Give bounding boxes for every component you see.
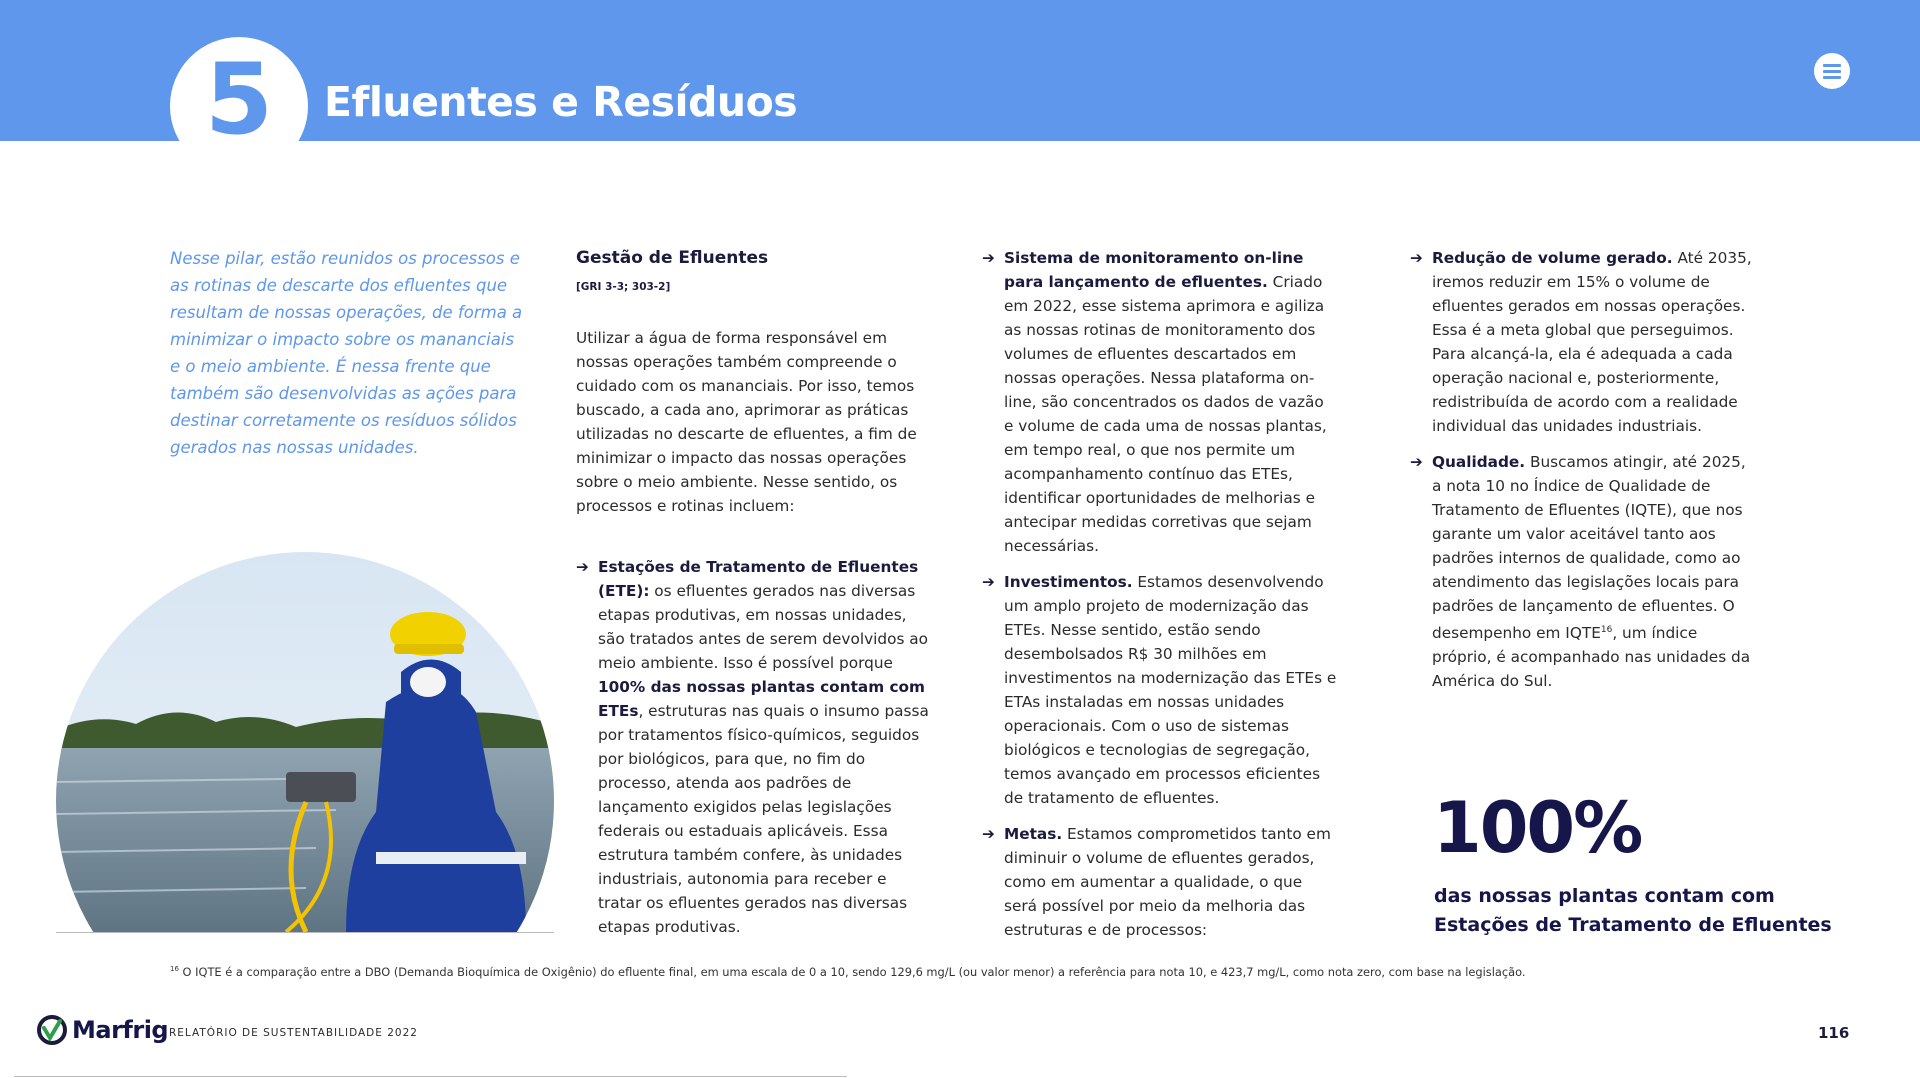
arrow-icon: ➔: [1410, 453, 1423, 471]
divider: [14, 1076, 847, 1077]
gri-reference: [GRI 3-3; 303-2]: [576, 281, 671, 293]
bullet-quality-title: Qualidade.: [1432, 453, 1526, 471]
stat-value: 100%: [1433, 787, 1642, 869]
bullet-ete-text1: os efluentes gerados nas diversas etapas produtivas, em nossas unidades, são tratados antes de serem devolvidos ao meio ambiente. Isso é possível porque: [598, 582, 929, 672]
arrow-icon: ➔: [982, 825, 995, 843]
bullet-ete: [576, 555, 931, 939]
column-monitoring: [982, 246, 1337, 954]
bullet-investments-text: Estamos desenvolvendo um amplo projeto de modernização das ETEs. Nesse sentido, estão sendo desembolsados R$ 30 milhões em investimentos na modernização das ETEs e ETAs instaladas em nossas unidades operacionais. Com o uso de sistemas biológicos e tecnologias de segregação, temos avançado em processos eficientes de tratamento de efluentes.: [1004, 573, 1337, 807]
brand-name: Marfrig: [72, 1016, 169, 1044]
section-paragraph: Utilizar a água de forma responsável em nossas operações também compreende o cuidado com os mananciais. Por isso, temos buscado, a cada ano, aprimorar as práticas utilizadas no descarte de efluentes, a fim de minimizar o impacto das nossas operações sobre o meio ambiente. Nesse sentido, os processos e rotinas incluem:: [576, 329, 917, 515]
arrow-icon: ➔: [982, 573, 995, 591]
bullet-reduction: [1410, 246, 1756, 438]
marfrig-logo-icon: [36, 1013, 68, 1047]
bullet-quality-text1: Buscamos atingir, até 2025, a nota 10 no Índice de Qualidade de Tratamento de Efluentes (IQTE), que nos garante um valor aceitável tanto aos padrões internos de qualidade, como ao atendimento das legislações locais para padrões de lançamento de efluentes. O desempenho em IQTE: [1432, 453, 1746, 643]
footnote-text: O IQTE é a comparação entre a DBO (Demanda Bioquímica de Oxigênio) do efluente final, em uma escala de 0 a 10, sendo 129,6 mg/L (ou valor menor) a referência para nota 10, e 423,7 mg/L, como nota zero, com base na legislação.: [178, 965, 1526, 979]
bullet-investments-title: Investimentos.: [1004, 573, 1133, 591]
stat-label: das nossas plantas contam com Estações de Tratamento de Efluentes: [1434, 885, 1832, 936]
bullet-investments: [982, 570, 1337, 810]
column-gestao: [576, 246, 931, 951]
column-targets: [1410, 246, 1756, 705]
bullet-ete-highlight: 100% das nossas plantas contam com ETEs: [598, 678, 926, 720]
bullet-monitoring-text: Criado em 2022, esse sistema aprimora e agiliza as nossas rotinas de monitoramento dos volumes de efluentes descartados em nossas operações. Nessa plataforma on-line, são concentrados os dados de vazão e volume de cada uma de nossas plantas, em tempo real, o que nos permite um acompanhamento contínuo das ETEs, identificar oportunidades de melhorias e antecipar medidas corretivas que sejam necessárias.: [1004, 273, 1327, 555]
header-bar: [0, 0, 1920, 141]
arrow-icon: ➔: [982, 249, 995, 267]
hamburger-menu-icon[interactable]: [1814, 53, 1850, 89]
footnote-ref: 16: [1600, 625, 1613, 635]
bullet-goals: [982, 822, 1337, 942]
bullet-quality-text2: , um índice próprio, é acompanhado nas unidades da América do Sul.: [1432, 624, 1751, 691]
section-title: Gestão de Efluentes: [576, 248, 769, 268]
bullet-quality: [1410, 450, 1756, 693]
arrow-icon: ➔: [576, 558, 589, 576]
photo-disc: [56, 552, 554, 933]
chapter-number-circle: [170, 37, 308, 141]
bullet-ete-title: Estações de Tratamento de Efluentes (ETE):: [598, 558, 919, 600]
bullet-reduction-text: Até 2035, iremos reduzir em 15% o volume de efluentes gerados em nossas operações. Essa é a meta global que perseguimos. Para alcançá-la, ela é adequada a cada operação nacional e, posteriormente, redistribuída de acordo com a realidade individual das unidades industriais.: [1432, 249, 1752, 435]
page-number: 116: [1818, 1024, 1850, 1042]
photo-wastewater-worker: [56, 552, 554, 933]
report-title: RELATÓRIO DE SUSTENTABILIDADE 2022: [169, 1027, 418, 1039]
bullet-monitoring-title: Sistema de monitoramento on-line para lançamento de efluentes.: [1004, 249, 1304, 291]
footnote-number: 16: [170, 965, 179, 974]
footnote: [170, 965, 1525, 979]
arrow-icon: ➔: [1410, 249, 1423, 267]
bullet-goals-title: Metas.: [1004, 825, 1063, 843]
bullet-reduction-title: Redução de volume gerado.: [1432, 249, 1673, 267]
bullet-ete-text2: , estruturas nas quais o insumo passa por tratamentos físico-químicos, seguidos por biológicos, para que, no fim do processo, atenda aos padrões de lançamento exigidos pelas legislações federais ou estaduais aplicáveis. Essa estrutura também confere, às unidades industriais, autonomia para receber e tratar os efluentes gerados nas diversas etapas produtivas.: [598, 702, 929, 936]
intro-text: Nesse pilar, estão reunidos os processos e as rotinas de descarte dos efluentes que resultam de nossas operações, de forma a minimizar o impacto sobre os mananciais e o meio ambiente. É nessa frente que também são desenvolvidas as ações para destinar corretamente os resíduos sólidos gerados nas nossas unidades.: [170, 249, 523, 457]
chapter-title: Efluentes e Resíduos: [324, 78, 798, 126]
photo-illustration: [56, 552, 554, 933]
chapter-number: 5: [204, 43, 274, 141]
bullet-goals-text: Estamos comprometidos tanto em diminuir o volume de efluentes gerados, como em aumentar a qualidade, o que será possível por meio da melhoria das estruturas e de processos:: [1004, 825, 1331, 939]
bullet-monitoring: [982, 246, 1337, 558]
